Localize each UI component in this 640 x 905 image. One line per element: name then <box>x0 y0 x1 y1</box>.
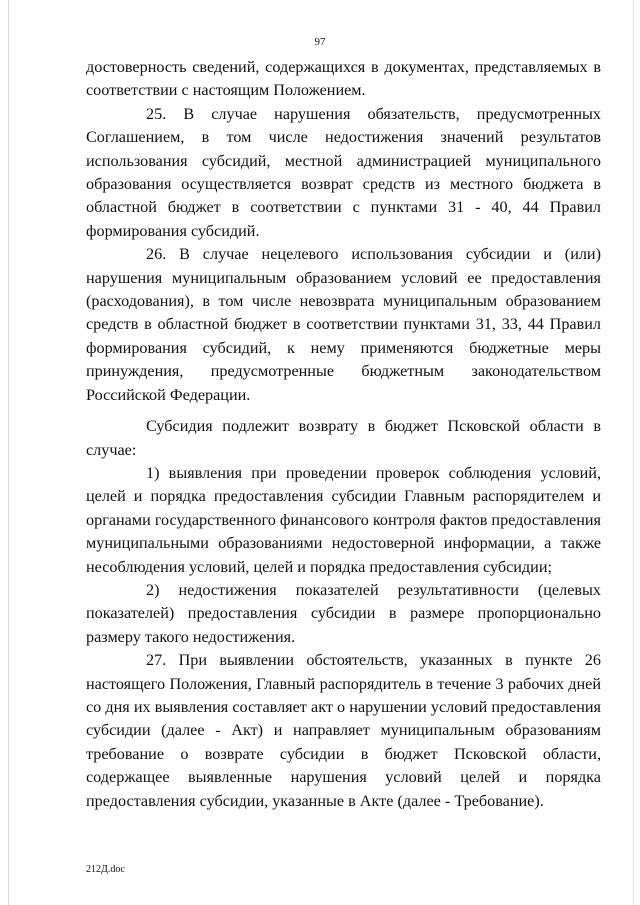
scan-edge-right <box>633 0 634 905</box>
paragraph-case-2: 2) недостижения показателей результативности (целевых показателей) предоставления субсидии в размере пропорционально размеру такого недостижения. <box>86 580 601 646</box>
paragraph-subsidy-return: Субсидия подлежит возврату в бюджет Псковской области в случае: <box>86 417 601 459</box>
paragraph-27: 27. При выявлении обстоятельств, указанных в пункте 26 настоящего Положения, Главный распорядитель в течение 3 рабочих дней со дня их выявления составляет акт о нарушении условий предоставления субсидии (далее - Акт) и направляет муниципальным образованиям требование о возврате субсидии в бюджет Псковской области, содержащее выявленные нарушения условий целей и порядка предоставления субсидии, указанные в Акте (далее - Требование). <box>86 651 601 810</box>
document-body <box>86 56 601 813</box>
paragraph-continuation: достоверность сведений, содержащихся в документах, представляемых в соответствии с настоящим Положением. <box>86 58 601 100</box>
paragraph-26: 26. В случае нецелевого использования субсидии и (или) нарушения муниципальным образованием условий ее предоставления (расходования), в том числе невозврата муниципальным образованием средств в областной бюджет в соответствии пунктами 31, 33, 44 Правил формирования субсидий, к нему применяются бюджетные меры принуждения, предусмотренные бюджетным законодательством Российской Федерации. <box>86 245 601 404</box>
footer-filename: 212Д.doc <box>86 864 125 875</box>
page-number: 97 <box>314 36 326 48</box>
paragraph-case-1: 1) выявления при проведении проверок соблюдения условий, целей и порядка предоставления субсидии Главным распорядителем и органами государственного финансового контроля фактов предоставления муниципальными образованиями недостоверной информации, а также несоблюдения условий, целей и порядка предоставления субсидии; <box>86 463 601 576</box>
scan-edge-left <box>8 0 9 905</box>
paragraph-25: 25. В случае нарушения обязательств, предусмотренных Соглашением, в том числе недостижения значений результатов использования субсидий, местной администрацией муниципального образования осуществляется возврат средств из местного бюджета в областной бюджет в соответствии с пунктами 31 - 40, 44 Правил формирования субсидий. <box>86 104 601 240</box>
